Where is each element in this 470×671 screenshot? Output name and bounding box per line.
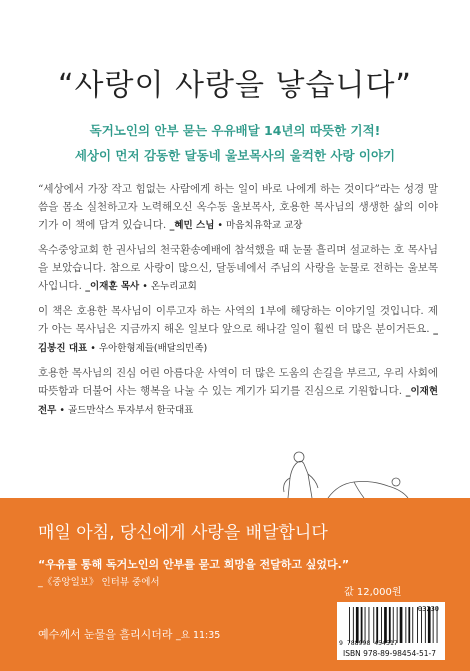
band-quote: “우유를 통해 독거노인의 안부를 묻고 희망을 전달하고 싶었다.” <box>38 558 350 571</box>
band-headline: 매일 아침, 당신에게 사랑을 배달합니다 <box>38 523 328 543</box>
barcode-bar <box>353 607 354 643</box>
endorsement-4: 호용한 목사님의 진심 어린 아름다운 사역이 더 많은 도움의 손길을 부르고, 우리 사회에 따뜻함과 더불어 사는 행복을 나눌 수 있는 계기가 되기를 진심으로 기원합니다. _이재현 전무 • 골드만삭스 투자부서 한국대표 <box>38 367 438 416</box>
endorsement-2-attribution: _이재훈 목사 • 온누리교회 <box>85 281 197 292</box>
barcode-bar <box>408 607 410 643</box>
barcode-bar <box>376 607 378 643</box>
tagline-1: 독거노인의 안부 묻는 우유배달 14년의 따뜻한 기적! <box>89 123 381 138</box>
illustration-figures <box>268 448 418 498</box>
endorsement-4-attribution: _이재현 전무 • 골드만삭스 투자부서 한국대표 <box>38 386 438 416</box>
bible-verse: 예수께서 눈물을 흘리시더라 _요 11:35 <box>38 628 221 641</box>
barcode-bar <box>356 607 359 643</box>
endorsements <box>38 180 438 426</box>
barcode-digits: 9 788998 454517 <box>339 639 398 647</box>
tagline-2: 세상이 먼저 감동한 달동네 울보목사의 울컥한 사랑 이야기 <box>74 148 396 163</box>
endorsement-3: 이 책은 호용한 목사님이 이루고자 하는 사역의 1부에 해당하는 이야기일 것입니다. 제가 아는 목사님은 지금까지 해온 일보다 앞으로 해나갈 일이 훨씬 더 많은 분이거든요. _김봉진 대표 • 우아한형제들(배달의민족) <box>38 305 438 354</box>
barcode-bar <box>373 607 374 643</box>
band-quote-source: _《중앙일보》 인터뷰 중에서 <box>38 577 160 588</box>
barcode-bar <box>369 607 370 643</box>
barcode-bar <box>400 607 403 643</box>
barcode-bar <box>397 607 398 643</box>
endorsement-3-attribution: _김봉진 대표 • 우아한형제들(배달의민족) <box>38 324 438 354</box>
barcode-bar <box>381 607 382 643</box>
barcode-bar <box>349 607 350 643</box>
barcode-bar <box>384 607 387 643</box>
barcode-bar <box>365 607 366 643</box>
price-label: 값 12,000원 <box>344 587 402 598</box>
barcode-bar <box>361 607 363 643</box>
isbn-barcode <box>337 602 445 660</box>
barcode-bar <box>389 607 391 643</box>
barcode-bar <box>412 607 413 643</box>
bible-verse-ref: _요 11:35 <box>176 630 221 641</box>
book-title: “사랑이 사랑을 낳습니다” <box>58 68 412 103</box>
barcode-bar <box>393 607 394 643</box>
endorsement-2: 옥수중앙교회 한 권사님의 천국환송예배에 참석했을 때 눈물 흘리며 설교하는 호 목사님을 보았습니다. 참으로 사랑이 많으신, 달동네에서 주님의 사랑을 눈물로 전하는 울보목사입니다. _이재훈 목사 • 온누리교회 <box>38 244 438 292</box>
barcode-bar <box>405 607 406 643</box>
endorsement-1-attribution: _혜민 스님 • 마음치유학교 교장 <box>169 220 303 231</box>
endorsement-1: “세상에서 가장 작고 힘없는 사람에게 하는 일이 바로 나에게 하는 것이다”라는 성경 말씀을 몸소 실천하고자 노력해오신 옥수동 울보목사, 호용한 목사님의 생생한 삶의 이야기가 이 책에 담겨 있습니다. _혜민 스님 • 마음치유학교 교장 <box>38 183 438 231</box>
isbn-number: ISBN 978-89-98454-51-7 <box>343 649 436 658</box>
barcode-addon: 03230 <box>417 605 439 613</box>
